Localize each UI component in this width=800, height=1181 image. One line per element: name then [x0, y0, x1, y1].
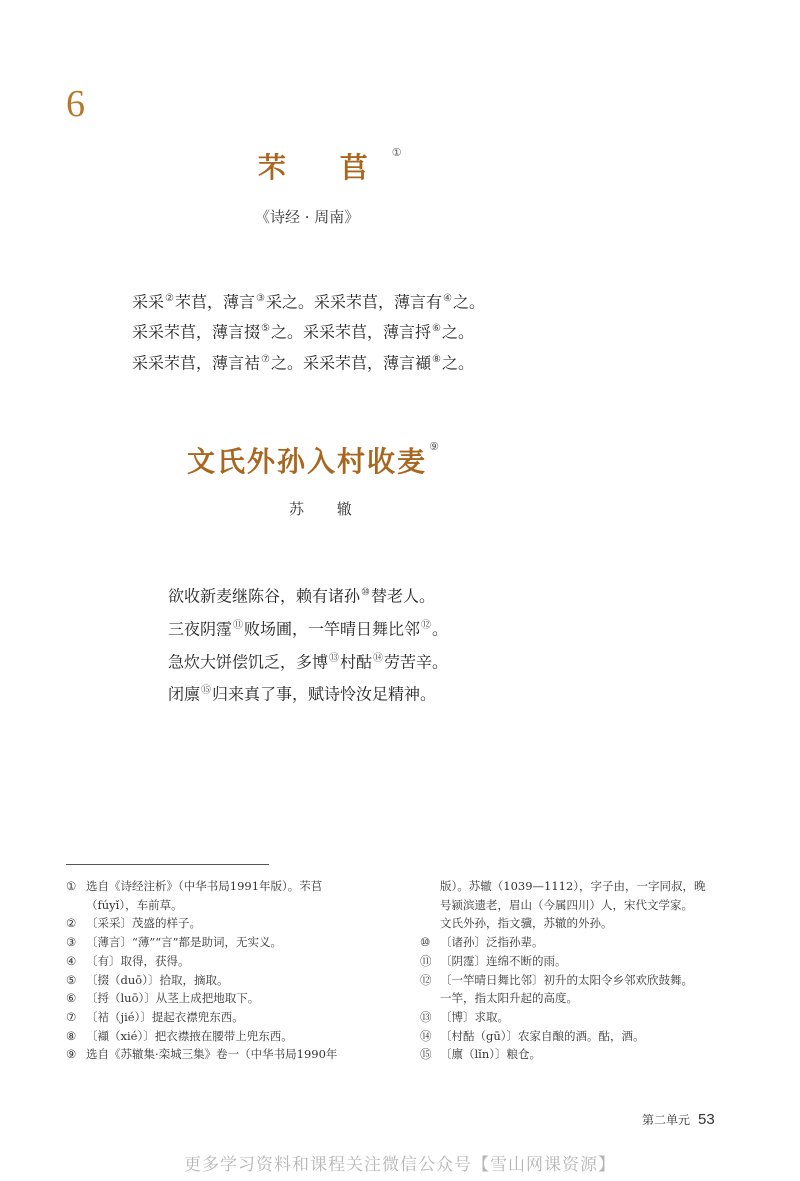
poem2-title: [187, 440, 441, 480]
footnote-row: [420, 896, 760, 915]
footnote-row: [420, 952, 760, 971]
footnote-text: 选自《诗经注析》（中华书局1991年版）。芣苢: [86, 879, 323, 893]
footnote-row: [420, 971, 760, 990]
footnote-row: [420, 1045, 760, 1064]
note-marker: ⑬: [329, 652, 340, 664]
footnote-row: [66, 952, 396, 971]
poem-text: 。: [432, 619, 449, 639]
footnote-text: 文氏外孙，指文骥，苏辙的外孙。: [440, 916, 613, 931]
note-marker: ⑦: [261, 353, 270, 365]
footnote-number: ⑤: [66, 972, 77, 987]
footnote-text: 选自《苏辙集·栾城三集》卷一（中华书局1990年: [86, 1047, 338, 1062]
poem-text: 采采: [132, 292, 165, 312]
page-number: 53: [698, 1111, 715, 1128]
footnote-number: [66, 896, 86, 915]
poem-text: 替老人。: [370, 586, 435, 606]
footnote-text: 一竿，指太阳升起的高度。: [440, 991, 578, 1006]
lesson-number: 6: [66, 83, 85, 125]
poem-line: [132, 285, 485, 315]
footnote-row: [420, 1027, 760, 1046]
poem-text: 采之。采采芣苢，薄言有: [265, 292, 442, 312]
footnote-number: ⑬: [420, 1009, 432, 1024]
poem2-body: [168, 578, 448, 709]
poem1-source: 《诗经 · 周南》: [255, 208, 360, 226]
poem-text: 败场圃，一竿晴日舞比邻: [244, 619, 421, 639]
poem2-title-text: 文氏外孙入村收麦: [187, 445, 428, 478]
footnote-text: 〔诸孙〕泛指孙辈。: [440, 935, 544, 950]
poem1-title-note: ①: [391, 146, 424, 159]
footnote-text: 〔廪（lǐn）〕粮仓。: [440, 1047, 542, 1062]
poem-text: 归来真了事，赋诗怜汝足精神。: [212, 684, 437, 704]
footnote-row: [420, 914, 760, 933]
footnote-number: ⑧: [66, 1028, 77, 1043]
footnote-number: ⑥: [66, 991, 77, 1006]
footnote-number: ⑫: [420, 972, 432, 987]
footnote-row: [66, 1045, 396, 1064]
footnote-number: ⑦: [66, 1009, 77, 1024]
page-footer: [642, 1111, 715, 1128]
poem1-title-text: 芣 苢: [258, 151, 390, 184]
footnote-number: ①: [66, 879, 77, 893]
footnote-text: 版）。苏辙（1039—1112），字子由，一字同叔，晚: [440, 879, 706, 893]
poem-text: 之。: [441, 352, 474, 372]
footnote-text: 〔阴霪〕连绵不断的雨。: [440, 953, 567, 968]
note-marker: ⑤: [261, 323, 270, 335]
poem-text: 之。: [452, 292, 485, 312]
footnote-row: [66, 896, 396, 915]
poem-text: 芣苢，薄言: [174, 292, 255, 312]
poem2-author: 苏 辙: [289, 500, 366, 518]
poem-line: [132, 315, 485, 345]
footnote-text: 〔掇（duō）〕拾取，摘取。: [86, 972, 229, 987]
footnote-row: [66, 877, 396, 896]
poem-text: 采采芣苢，薄言掇: [132, 322, 261, 342]
note-marker: ④: [442, 293, 452, 304]
footnote-number: [420, 914, 440, 933]
poem-text: 之。: [441, 322, 474, 342]
note-marker: ②: [165, 293, 174, 304]
note-marker: ③: [256, 293, 265, 304]
poem-line: [132, 346, 485, 376]
footnote-row: [420, 1008, 760, 1027]
footnote-row: [66, 1027, 396, 1046]
footnote-number: ④: [66, 953, 77, 968]
footnote-number: ②: [66, 916, 77, 931]
poem-text: 之。采采芣苢，薄言襭: [270, 352, 431, 372]
poem-text: 村酤: [340, 651, 373, 671]
note-marker: ⑥: [432, 323, 441, 335]
poem-text: 闭廪: [168, 684, 201, 704]
footnote-text: 〔博〕求取。: [440, 1009, 509, 1024]
footnote-text: 〔襭（xié）〕把衣襟掖在腰带上兜东西。: [86, 1028, 293, 1043]
poem-line: [168, 611, 448, 644]
poem-text: 急炊大饼偿饥乏，多博: [168, 651, 329, 671]
poem-text: 劳苦辛。: [384, 651, 449, 671]
footnote-row: [66, 1008, 396, 1027]
footnote-text: （fúyǐ），车前草。: [86, 897, 183, 912]
poem2-title-note: ⑨: [429, 440, 441, 453]
poem-line: [168, 676, 448, 709]
footnote-text: 〔袺（jié）〕提起衣襟兜东西。: [86, 1009, 244, 1024]
footnote-text: 〔村酤（gū）〕农家自酿的酒。酤，酒。: [440, 1028, 645, 1043]
poem-line: [168, 644, 448, 677]
footnote-number: ③: [66, 935, 77, 950]
note-marker: ⑭: [373, 652, 384, 664]
unit-label: 第二单元: [642, 1113, 691, 1127]
footnote-row: [420, 933, 760, 952]
footnote-number: [420, 989, 440, 1008]
footnote-number: ⑭: [420, 1028, 432, 1043]
note-marker: ⑮: [201, 685, 212, 697]
poem-text: 三夜阴霪: [168, 619, 233, 639]
footnote-number: [420, 877, 440, 896]
footnote-text: 〔采采〕茂盛的样子。: [86, 916, 201, 931]
footnote-number: ⑪: [420, 953, 432, 968]
footnote-row: [66, 971, 396, 990]
footnote-text: 〔一竿晴日舞比邻〕初升的太阳令乡邻欢欣鼓舞。: [440, 972, 693, 987]
footnote-text: 〔有〕取得，获得。: [86, 953, 190, 968]
footnote-row: [66, 933, 396, 952]
footnote-text: 〔捋（luō）〕从茎上成把地取下。: [86, 991, 260, 1006]
footnote-row: [420, 877, 760, 896]
footnote-number: ⑨: [66, 1047, 77, 1062]
footnote-text: 〔薄言〕“薄”“言”都是助词，无实义。: [86, 935, 283, 950]
footnote-number: ⑮: [420, 1047, 432, 1062]
note-marker: ⑩: [361, 587, 370, 598]
poem1-body: [132, 285, 485, 376]
poem-text: 之。采采芣苢，薄言捋: [270, 322, 431, 342]
footnote-divider: [66, 864, 269, 865]
poem1-title: [258, 146, 424, 186]
note-marker: ⑪: [233, 619, 244, 631]
poem-text: 欲收新麦继陈谷，赖有诸孙: [168, 586, 361, 606]
footnote-row: [420, 989, 760, 1008]
poem-text: 采采芣苢，薄言袺: [132, 352, 261, 372]
footnote-number: ⑩: [420, 935, 431, 950]
footnotes-left: [66, 877, 396, 1064]
note-marker: ⑫: [421, 619, 432, 631]
footnote-row: [66, 914, 396, 933]
watermark: 更多学习资料和课程关注微信公众号【雪山网课资源】: [184, 1155, 616, 1175]
note-marker: ⑧: [432, 353, 441, 365]
footnote-text: 号颍滨遗老，眉山（今属四川）人，宋代文学家。: [440, 897, 693, 912]
footnote-row: [66, 989, 396, 1008]
footnotes-right: [420, 877, 760, 1064]
footnote-number: [420, 896, 440, 915]
poem-line: [168, 578, 448, 611]
